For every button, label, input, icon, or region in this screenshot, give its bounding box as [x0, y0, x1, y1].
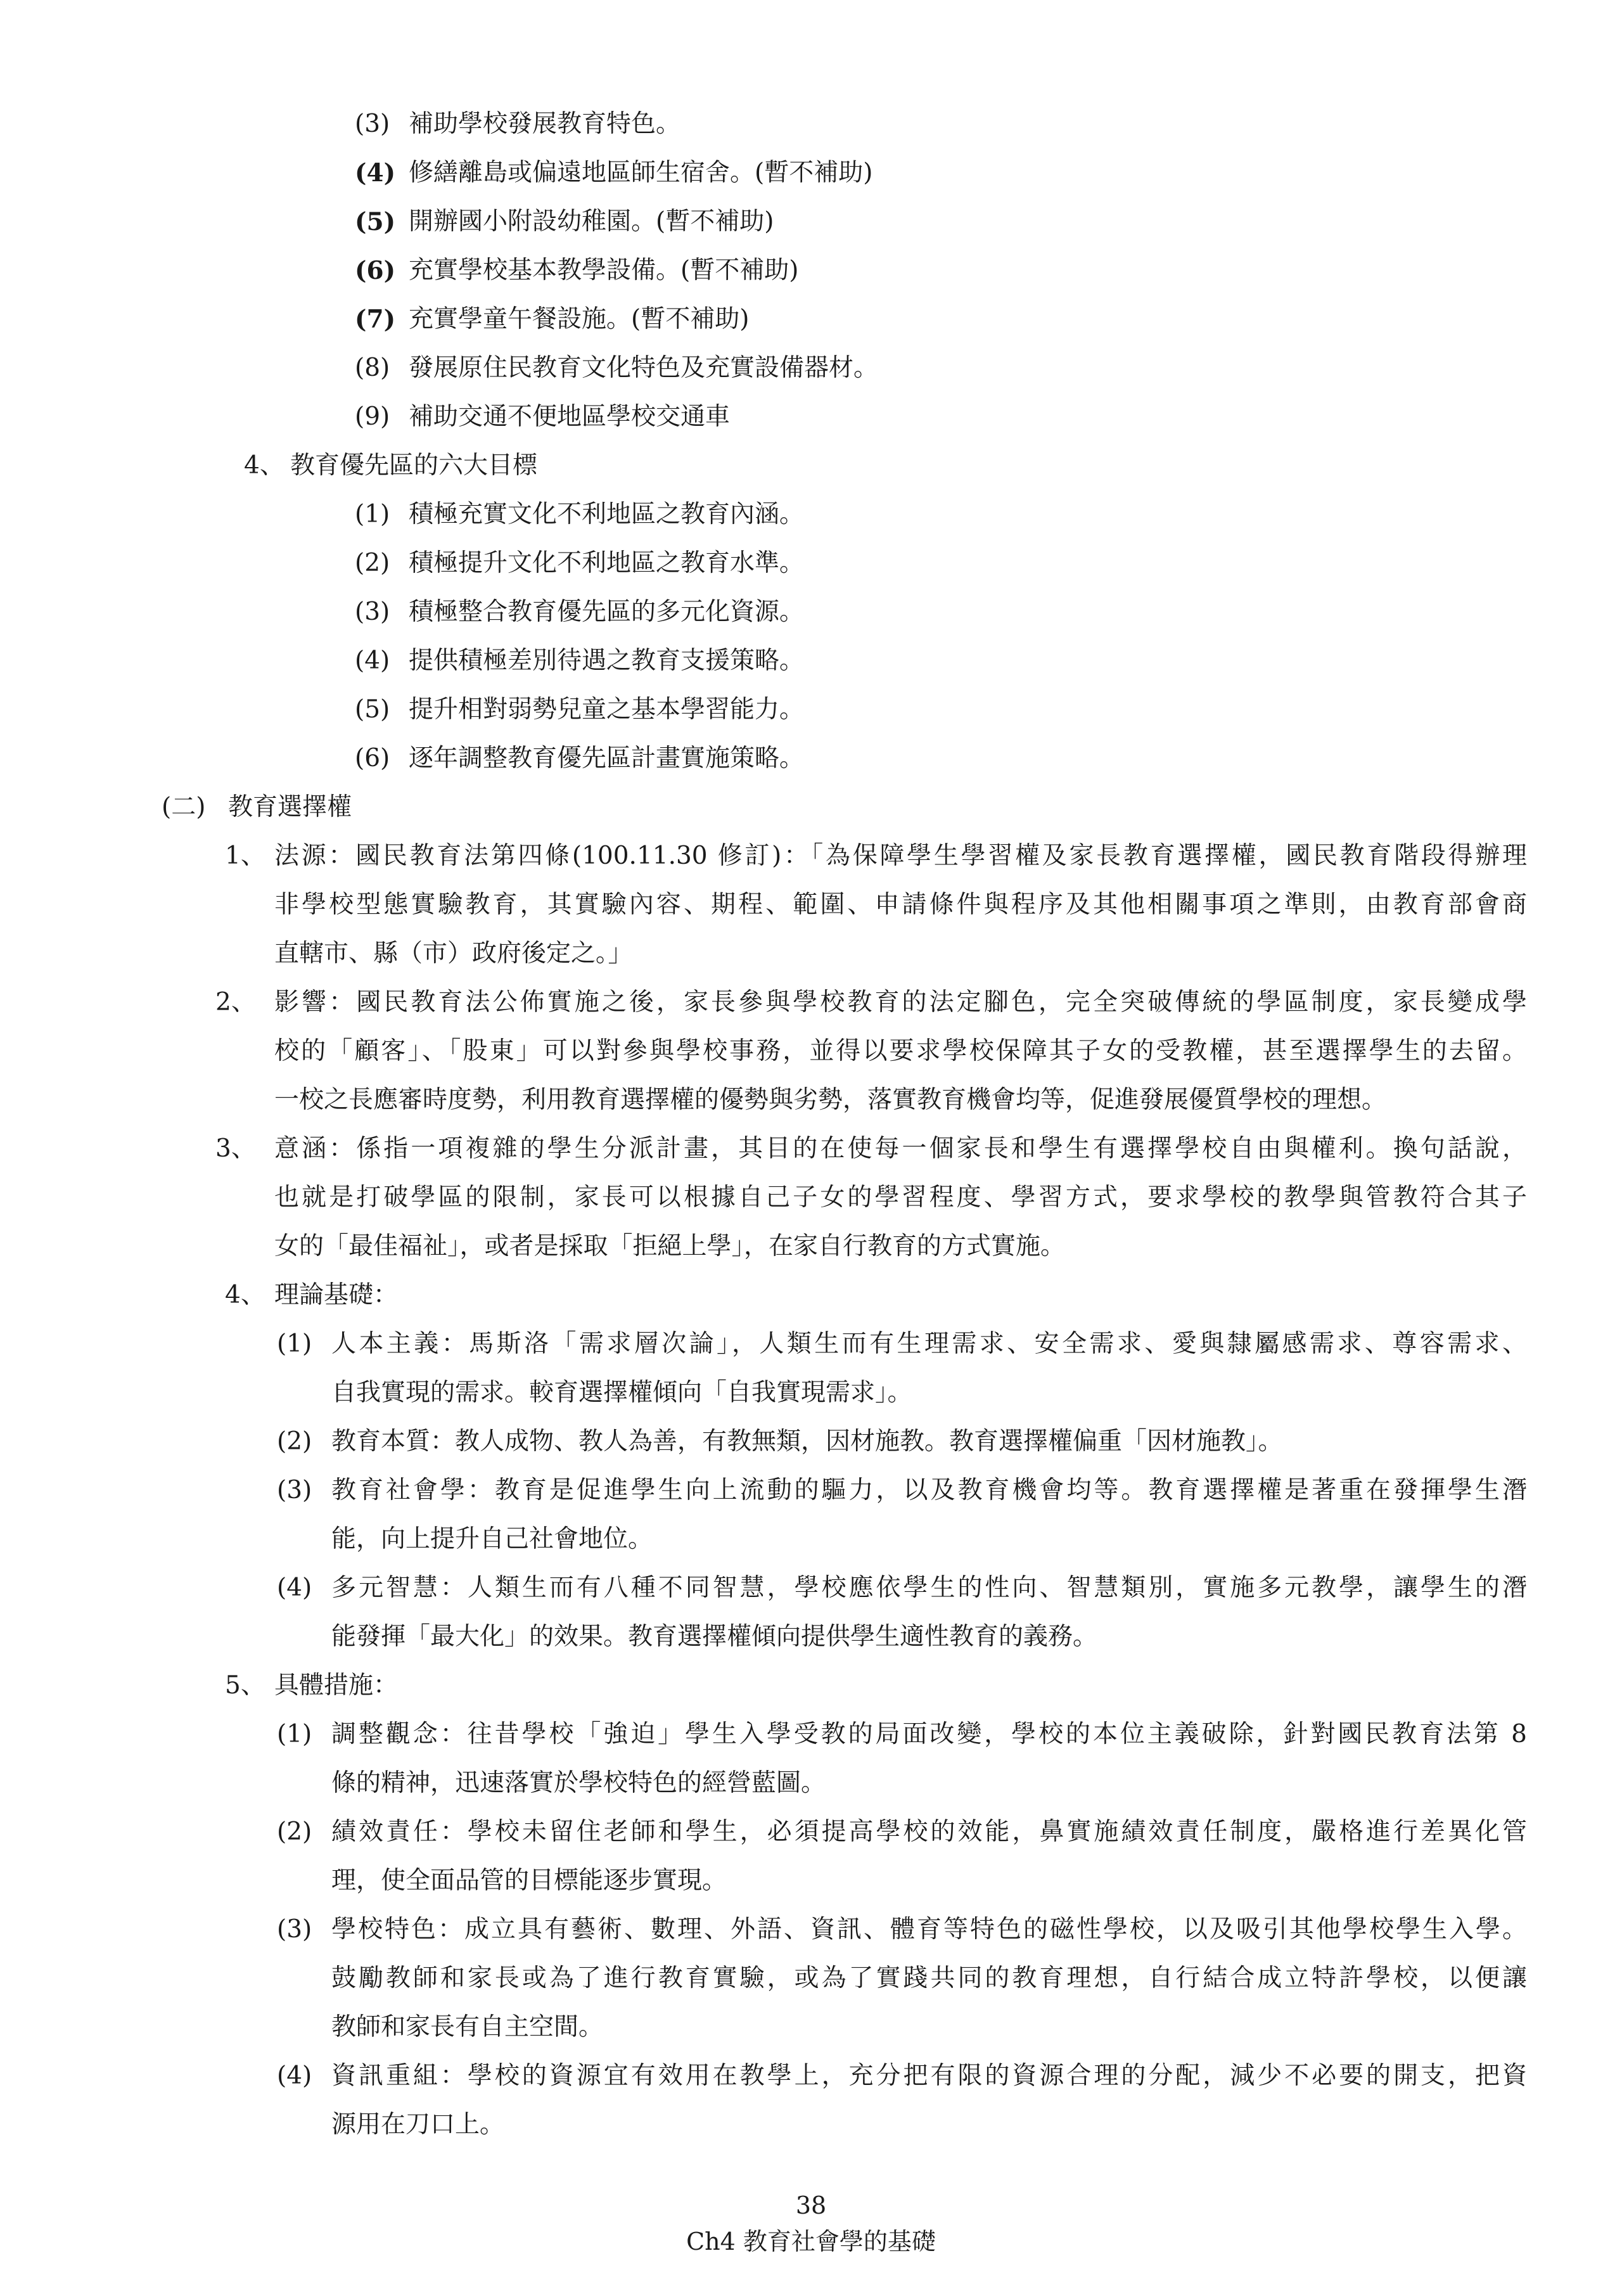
section-heading: 教育優先區的六大目標 [290, 451, 538, 480]
list-item-line: 自我實現的需求。較育選擇權傾向「自我實現需求」。 [331, 1378, 912, 1407]
list-number: (1) [277, 1330, 312, 1358]
list-number: (2) [277, 1427, 312, 1456]
list-item-line: 多元智慧：人類生而有八種不同智慧，學校應依學生的性向、智慧類別，實施多元教學，讓學生的潛 [331, 1574, 1527, 1602]
paragraph-line: 影響：國民教育法公佈實施之後，家長參與學校教育的法定腳色，完全突破傳統的學區制度，家長變成學 [274, 988, 1527, 1017]
list-item-line: 理，使全面品管的目標能逐步實現。 [331, 1866, 727, 1895]
list-number: (5) [355, 207, 396, 236]
list-item: 充實學校基本教學設備。(暫不補助) [409, 256, 799, 285]
list-number: (3) [355, 110, 390, 138]
list-number: (8) [355, 354, 390, 382]
section-number: (二) [162, 793, 206, 821]
list-item-line: 源用在刀口上。 [331, 2110, 505, 2139]
list-item: 補助學校發展教育特色。 [409, 110, 681, 138]
list-number: (5) [355, 695, 390, 724]
list-item-line: 能，向上提升自己社會地位。 [331, 1525, 653, 1553]
list-number: (1) [355, 500, 390, 529]
list-item-line: 資訊重組：學校的資源宜有效用在教學上，充分把有限的資源合理的分配，減少不必要的開支，把資 [331, 2062, 1527, 2090]
list-item-line: 教師和家長有自主空間。 [331, 2013, 604, 2041]
paragraph-line: 女的「最佳福祉」，或者是採取「拒絕上學」，在家自行教育的方式實施。 [274, 1232, 1066, 1260]
paragraph-line: 一校之長應審時度勢，利用教育選擇權的優勢與劣勢，落實教育機會均等，促進發展優質學校的理想。 [274, 1086, 1387, 1114]
list-item: 積極充實文化不利地區之教育內涵。 [409, 500, 805, 529]
paragraph-line: 意涵：係指一項複雜的學生分派計畫，其目的在使每一個家長和學生有選擇學校自由與權利。換句話說， [274, 1134, 1527, 1163]
paragraph-number: 4、 [225, 1281, 265, 1309]
paragraph-number: 2、 [215, 988, 256, 1017]
list-item: 積極整合教育優先區的多元化資源。 [409, 598, 805, 626]
list-number: (7) [355, 305, 396, 334]
list-number: (1) [277, 1720, 312, 1748]
list-number: (4) [277, 1574, 312, 1602]
list-item: 發展原住民教育文化特色及充實設備器材。 [409, 354, 879, 382]
list-item: 逐年調整教育優先區計畫實施策略。 [409, 744, 805, 773]
paragraph-number: 3、 [215, 1134, 256, 1163]
paragraph-line: 非學校型態實驗教育，其實驗內容、期程、範圍、申請條件與程序及其他相關事項之準則，由教育部會商 [274, 890, 1527, 919]
list-number: (3) [277, 1476, 312, 1504]
list-item: 積極提升文化不利地區之教育水準。 [409, 549, 805, 577]
paragraph-number: 5、 [225, 1671, 265, 1700]
list-number: (3) [277, 1915, 312, 1944]
list-item: 修繕離島或偏遠地區師生宿舍。(暫不補助) [409, 158, 873, 187]
list-number: (4) [355, 646, 390, 675]
paragraph-heading: 具體措施： [274, 1671, 399, 1700]
list-number: (2) [355, 549, 390, 577]
paragraph-number: 1、 [225, 842, 265, 870]
section-heading: 教育選擇權 [228, 793, 352, 821]
list-number: (2) [277, 1818, 312, 1846]
list-item-line: 鼓勵教師和家長或為了進行教育實驗，或為了實踐共同的教育理想，自行結合成立特許學校，以便讓 [331, 1964, 1527, 1992]
list-item: 提升相對弱勢兒童之基本學習能力。 [409, 695, 805, 724]
list-number: (4) [277, 2062, 312, 2090]
list-item-line: 教育社會學：教育是促進學生向上流動的驅力，以及教育機會均等。教育選擇權是著重在發揮學生潛 [331, 1476, 1527, 1504]
list-item-line: 能發揮「最大化」的效果。教育選擇權傾向提供學生適性教育的義務。 [331, 1622, 1098, 1651]
list-item-line: 調整觀念：往昔學校「強迫」學生入學受教的局面改變，學校的本位主義破除，針對國民教育法第 8 [331, 1720, 1527, 1748]
paragraph-line: 直轄市、縣（市）政府後定之。」 [274, 939, 633, 968]
list-item-line: 人本主義：馬斯洛「需求層次論」，人類生而有生理需求、安全需求、愛與隸屬感需求、尊容需求、 [331, 1330, 1527, 1358]
paragraph-line: 也就是打破學區的限制，家長可以根據自己子女的學習程度、學習方式，要求學校的教學與管教符合其子 [274, 1183, 1527, 1212]
list-item-line: 績效責任：學校未留住老師和學生，必須提高學校的效能，鼻實施績效責任制度，嚴格進行差異化管 [331, 1818, 1527, 1846]
paragraph-heading: 理論基礎： [274, 1281, 399, 1309]
list-number: (3) [355, 598, 390, 626]
list-item: 充實學童午餐設施。(暫不補助) [409, 305, 750, 333]
chapter-title: Ch4 教育社會學的基礎 [686, 2228, 936, 2255]
section-number: 4、 [244, 451, 284, 480]
list-number: (9) [355, 402, 390, 431]
list-item-line: 條的精神，迅速落實於學校特色的經營藍圖。 [331, 1769, 826, 1797]
page-number: 38 [795, 2191, 827, 2219]
list-item: 補助交通不便地區學校交通車 [409, 402, 731, 431]
list-number: (6) [355, 744, 390, 773]
paragraph-line: 法源：國民教育法第四條(100.11.30 修訂)：「為保障學生學習權及家長教育選擇權，國民教育階段得辦理 [274, 842, 1527, 870]
list-number: (4) [355, 158, 396, 188]
list-item: 開辦國小附設幼稚園。(暫不補助) [409, 207, 774, 236]
list-number: (6) [355, 256, 396, 285]
list-item-line: 教育本質：教人成物、教人為善，有教無類，因材施教。教育選擇權偏重「因材施教」。 [331, 1427, 1283, 1456]
list-item: 提供積極差別待遇之教育支援策略。 [409, 646, 805, 675]
list-item-line: 學校特色：成立具有藝術、數理、外語、資訊、體育等特色的磁性學校，以及吸引其他學校學生入學。 [331, 1915, 1527, 1944]
paragraph-line: 校的「顧客」、「股東」可以對參與學校事務，並得以要求學校保障其子女的受教權，甚至選擇學生的去留。 [274, 1037, 1527, 1065]
